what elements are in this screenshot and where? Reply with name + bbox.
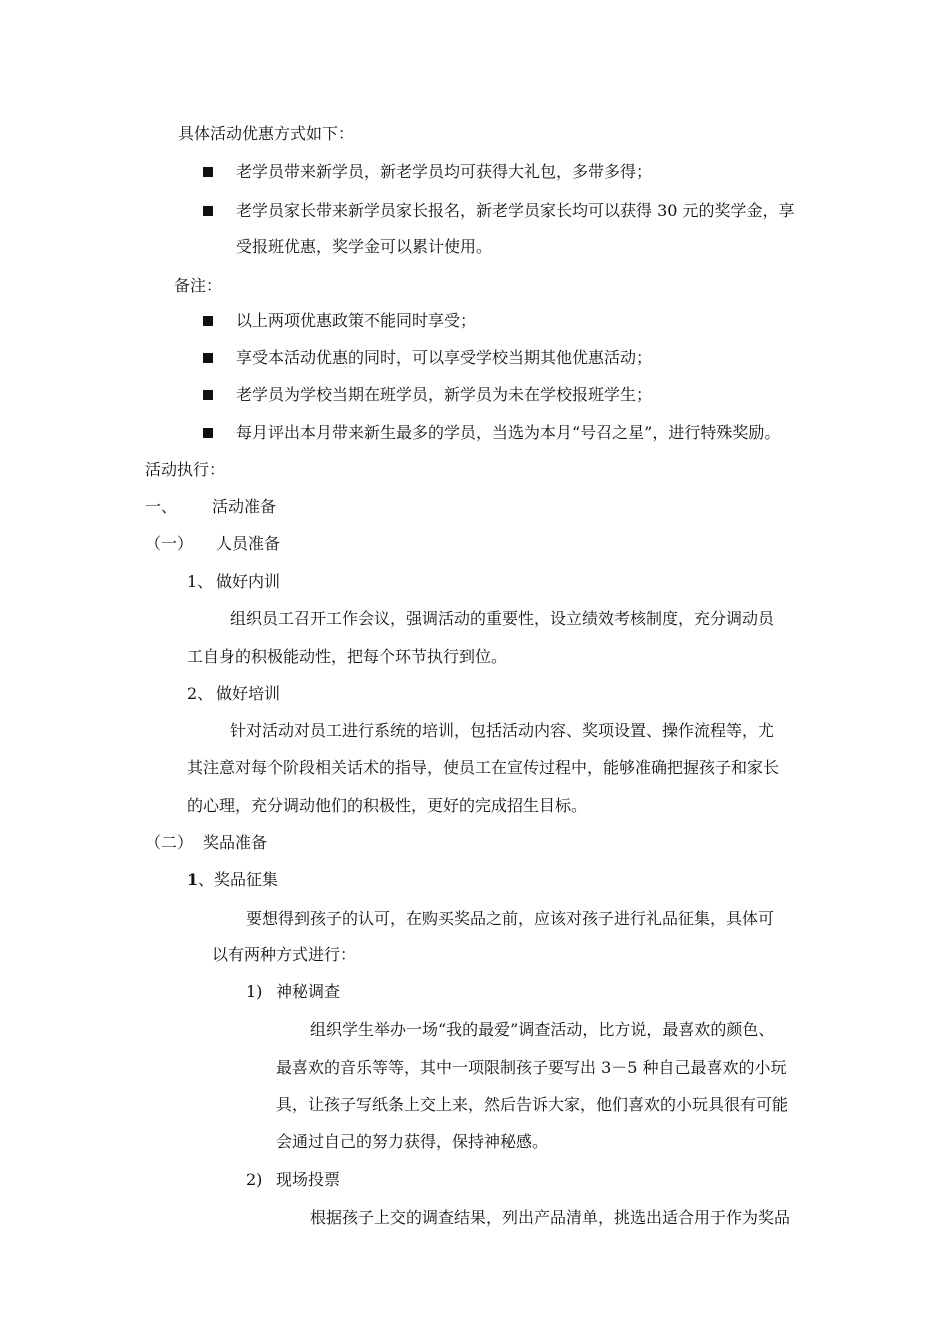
note-item: 享受本活动优惠的同时，可以享受学校当期其他优惠活动； <box>236 348 653 367</box>
paragraph-line: 根据孩子上交的调查结果，列出产品清单，挑选出适合用于作为奖品 <box>310 1208 791 1227</box>
bullet-icon <box>203 428 213 438</box>
offer-item: 老学员家长带来新学员家长报名，新老学员家长均可以获得 30 元的奖学金，享 <box>236 201 795 220</box>
bullet-icon <box>203 353 213 363</box>
paragraph-line: 其注意对每个阶段相关话术的指导，使员工在宣传过程中，能够准确把握孩子和家长 <box>187 758 780 777</box>
item-title: 、奖品征集 <box>198 870 279 889</box>
subsection-title: 奖品准备 <box>203 833 268 852</box>
item-title: 做好内训 <box>216 572 281 591</box>
paragraph-line: 以有两种方式进行： <box>212 945 357 964</box>
item-number: 1 <box>187 870 199 889</box>
subsection-title: 人员准备 <box>216 534 281 553</box>
bullet-icon <box>203 167 213 177</box>
subsection-number: （一） <box>145 534 194 553</box>
note-item: 以上两项优惠政策不能同时享受； <box>236 311 477 330</box>
paragraph-line: 最喜欢的音乐等等，其中一项限制孩子要写出 3－5 种自己最喜欢的小玩 <box>276 1058 787 1077</box>
paragraph-line: 要想得到孩子的认可，在购买奖品之前，应该对孩子进行礼品征集，具体可 <box>246 909 775 928</box>
paragraph-line: 工自身的积极能动性，把每个环节执行到位。 <box>187 647 508 666</box>
intro-heading: 具体活动优惠方式如下： <box>178 124 355 143</box>
paragraph-line: 会通过自己的努力获得，保持神秘感。 <box>276 1132 549 1151</box>
paragraph-line: 针对活动对员工进行系统的培训，包括活动内容、奖项设置、操作流程等，尤 <box>230 721 775 740</box>
bullet-icon <box>203 206 213 216</box>
method-number: 2) <box>246 1170 263 1189</box>
item-number: 1、 <box>187 572 214 591</box>
item-title: 做好培训 <box>216 684 281 703</box>
paragraph-line: 组织学生举办一场“我的最爱”调查活动，比方说，最喜欢的颜色、 <box>310 1020 775 1039</box>
note-item: 每月评出本月带来新生最多的学员，当选为本月“号召之星”，进行特殊奖励。 <box>236 423 781 442</box>
bullet-icon <box>203 390 213 400</box>
offer-item: 老学员带来新学员，新老学员均可获得大礼包，多带多得； <box>236 162 653 181</box>
paragraph-line: 的心理，充分调动他们的积极性，更好的完成招生目标。 <box>187 796 588 815</box>
method-title: 神秘调查 <box>276 982 341 1001</box>
section-title: 活动准备 <box>212 497 277 516</box>
paragraph-line: 组织员工召开工作会议，强调活动的重要性，设立绩效考核制度，充分调动员 <box>230 609 775 628</box>
section-number: 一、 <box>145 497 178 516</box>
execution-heading: 活动执行： <box>145 460 226 479</box>
offer-item-continuation: 受报班优惠，奖学金可以累计使用。 <box>236 237 493 256</box>
note-item: 老学员为学校当期在班学员，新学员为未在学校报班学生； <box>236 385 653 404</box>
notes-heading: 备注： <box>174 276 223 295</box>
paragraph-line: 具，让孩子写纸条上交上来，然后告诉大家，他们喜欢的小玩具很有可能 <box>276 1095 789 1114</box>
method-number: 1) <box>246 982 263 1001</box>
method-title: 现场投票 <box>276 1170 341 1189</box>
subsection-number: （二） <box>145 833 194 852</box>
bullet-icon <box>203 316 213 326</box>
item-number: 2、 <box>187 684 214 703</box>
